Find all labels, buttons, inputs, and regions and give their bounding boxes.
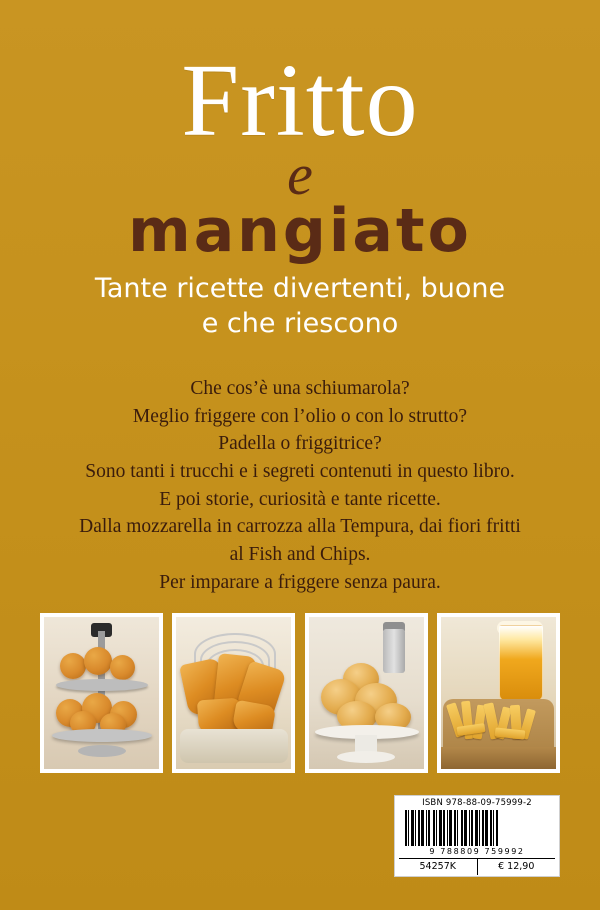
blurb-line-6: Dalla mozzarella in carrozza alla Tempura, dai fiori fritti [79, 516, 521, 538]
blurb-line-5: E poi storie, curiosità e tante ricette. [159, 488, 441, 510]
barcode-digits: 9 788809 759992 [429, 847, 525, 857]
blurb-line-7: al Fish and Chips. [229, 544, 371, 566]
title-connector: e [287, 141, 313, 207]
photo-strip [40, 613, 560, 773]
blurb-line-4: Sono tanti i trucchi e i segreti contenuti in questo libro. [85, 461, 515, 483]
blurb-text [0, 375, 600, 597]
photo-arancini-stand [40, 613, 163, 773]
isbn-label: ISBN 978-88-09-75999-2 [422, 798, 532, 808]
title-block [0, 43, 600, 267]
barcode [405, 810, 549, 846]
blurb-line-2: Meglio friggere con l’olio o con lo strutto? [132, 405, 468, 427]
page-subtitle: mangiato [128, 196, 472, 267]
tagline-line-1: Tante ricette divertenti, buone [94, 273, 506, 304]
tagline [0, 272, 600, 341]
photo-fried-fillets [172, 613, 295, 773]
tagline-line-2: e che riescono [201, 307, 399, 339]
isbn-footer [399, 858, 555, 875]
page-title: Fritto [181, 43, 419, 158]
blurb-line-1: Che cos’è una schiumarola? [190, 378, 410, 399]
isbn-internal-code: 54257K [399, 859, 478, 875]
isbn-price: € 12,90 [498, 861, 535, 873]
photo-beer-and-chips [437, 613, 560, 773]
blurb-line-3: Padella o friggitrice? [218, 433, 382, 455]
isbn-box [394, 795, 560, 877]
photo-bomboloni [305, 613, 428, 773]
blurb-line-8: Per imparare a friggere senza paura. [159, 571, 441, 593]
